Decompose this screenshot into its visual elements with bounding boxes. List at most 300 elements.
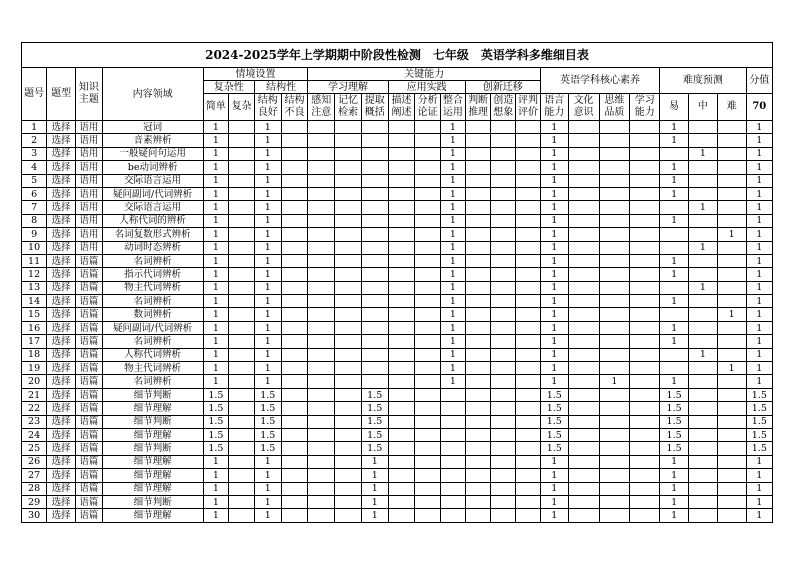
learning-ability-cell <box>630 134 660 147</box>
describe-explain-cell <box>388 455 415 468</box>
create-imagine-cell <box>491 348 516 361</box>
hard-cell <box>717 295 746 308</box>
cultural-awareness-cell <box>568 402 599 415</box>
learning-ability-cell <box>630 308 660 321</box>
memory-retrieval-cell <box>335 214 362 227</box>
header-knowledge-topic: 知识主题 <box>75 68 102 121</box>
simple-cell: 1.5 <box>203 402 229 415</box>
language-ability-cell: 1.5 <box>540 428 568 441</box>
learning-ability-cell <box>630 187 660 200</box>
well-structured-cell: 1.5 <box>254 415 281 428</box>
simple-cell: 1.5 <box>203 442 229 455</box>
cultural-awareness-cell <box>568 308 599 321</box>
table-row <box>22 187 772 200</box>
language-ability-cell: 1 <box>540 375 568 388</box>
well-structured-cell: 1 <box>254 455 281 468</box>
create-imagine-cell <box>491 308 516 321</box>
table-row <box>22 428 772 441</box>
question-number-cell: 4 <box>22 161 47 174</box>
medium-cell <box>688 415 717 428</box>
knowledge-topic-cell: 语用 <box>75 201 102 214</box>
easy-cell <box>660 281 689 294</box>
hard-cell <box>717 388 746 401</box>
content-domain-cell: 音素辨析 <box>102 134 203 147</box>
medium-cell <box>688 174 717 187</box>
simple-cell: 1 <box>203 469 229 482</box>
simple-cell: 1 <box>203 375 229 388</box>
create-imagine-cell <box>491 509 516 522</box>
medium-cell <box>688 295 717 308</box>
well-structured-cell: 1 <box>254 121 281 134</box>
describe-explain-cell <box>388 469 415 482</box>
medium-cell <box>688 335 717 348</box>
learning-ability-cell <box>630 228 660 241</box>
language-ability-cell: 1 <box>540 201 568 214</box>
language-ability-cell: 1 <box>540 174 568 187</box>
content-domain-cell: 名词辨析 <box>102 335 203 348</box>
knowledge-topic-cell: 语用 <box>75 134 102 147</box>
simple-cell: 1 <box>203 482 229 495</box>
judge-reason-cell <box>465 308 491 321</box>
analyze-argue-cell <box>415 214 441 227</box>
judge-reason-cell <box>465 428 491 441</box>
cultural-awareness-cell <box>568 442 599 455</box>
extract-summarize-cell <box>361 228 388 241</box>
thinking-quality-cell <box>599 495 630 508</box>
learning-ability-cell <box>630 147 660 160</box>
create-imagine-cell <box>491 241 516 254</box>
memory-retrieval-cell <box>335 254 362 267</box>
analyze-argue-cell <box>415 469 441 482</box>
cultural-awareness-cell <box>568 335 599 348</box>
question-type-cell: 选择 <box>47 161 76 174</box>
medium-cell <box>688 161 717 174</box>
cultural-awareness-cell <box>568 214 599 227</box>
complex-cell <box>229 455 255 468</box>
well-structured-cell: 1 <box>254 375 281 388</box>
judge-reason-cell <box>465 442 491 455</box>
learning-ability-cell <box>630 402 660 415</box>
perceive-attention-cell <box>308 308 335 321</box>
memory-retrieval-cell <box>335 442 362 455</box>
perceive-attention-cell <box>308 147 335 160</box>
header-learning-understanding: 学习理解 <box>308 81 388 94</box>
knowledge-topic-cell: 语用 <box>75 174 102 187</box>
question-number-cell: 19 <box>22 362 47 375</box>
ill-structured-cell <box>281 428 308 441</box>
easy-cell: 1 <box>660 214 689 227</box>
question-type-cell: 选择 <box>47 121 76 134</box>
extract-summarize-cell <box>361 348 388 361</box>
question-number-cell: 8 <box>22 214 47 227</box>
integrate-apply-cell: 1 <box>441 121 466 134</box>
ill-structured-cell <box>281 308 308 321</box>
easy-cell: 1 <box>660 134 689 147</box>
critique-evaluate-cell <box>516 147 541 160</box>
thinking-quality-cell <box>599 201 630 214</box>
medium-cell: 1 <box>688 147 717 160</box>
learning-ability-cell <box>630 268 660 281</box>
perceive-attention-cell <box>308 268 335 281</box>
simple-cell: 1 <box>203 214 229 227</box>
knowledge-topic-cell: 语用 <box>75 187 102 200</box>
integrate-apply-cell: 1 <box>441 174 466 187</box>
perceive-attention-cell <box>308 495 335 508</box>
ill-structured-cell <box>281 161 308 174</box>
judge-reason-cell <box>465 134 491 147</box>
table-row <box>22 214 772 227</box>
complex-cell <box>229 174 255 187</box>
well-structured-cell: 1 <box>254 335 281 348</box>
describe-explain-cell <box>388 375 415 388</box>
integrate-apply-cell: 1 <box>441 228 466 241</box>
memory-retrieval-cell <box>335 335 362 348</box>
thinking-quality-cell <box>599 348 630 361</box>
knowledge-topic-cell: 语用 <box>75 147 102 160</box>
memory-retrieval-cell <box>335 228 362 241</box>
medium-cell <box>688 428 717 441</box>
well-structured-cell: 1 <box>254 295 281 308</box>
header-hard: 难 <box>717 94 746 121</box>
integrate-apply-cell <box>441 442 466 455</box>
content-domain-cell: 细节判断 <box>102 415 203 428</box>
ill-structured-cell <box>281 214 308 227</box>
create-imagine-cell <box>491 295 516 308</box>
extract-summarize-cell <box>361 281 388 294</box>
simple-cell: 1 <box>203 187 229 200</box>
learning-ability-cell <box>630 375 660 388</box>
critique-evaluate-cell <box>516 415 541 428</box>
complex-cell <box>229 187 255 200</box>
content-domain-cell: 细节理解 <box>102 428 203 441</box>
describe-explain-cell <box>388 214 415 227</box>
perceive-attention-cell <box>308 295 335 308</box>
question-type-cell: 选择 <box>47 415 76 428</box>
language-ability-cell: 1 <box>540 362 568 375</box>
extract-summarize-cell <box>361 161 388 174</box>
learning-ability-cell <box>630 335 660 348</box>
ill-structured-cell <box>281 134 308 147</box>
content-domain-cell: 细节理解 <box>102 402 203 415</box>
medium-cell <box>688 228 717 241</box>
score-cell: 1 <box>746 134 772 147</box>
describe-explain-cell <box>388 121 415 134</box>
describe-explain-cell <box>388 174 415 187</box>
thinking-quality-cell <box>599 121 630 134</box>
table-row <box>22 147 772 160</box>
memory-retrieval-cell <box>335 495 362 508</box>
critique-evaluate-cell <box>516 295 541 308</box>
question-number-cell: 14 <box>22 295 47 308</box>
critique-evaluate-cell <box>516 321 541 334</box>
judge-reason-cell <box>465 174 491 187</box>
perceive-attention-cell <box>308 187 335 200</box>
easy-cell: 1 <box>660 375 689 388</box>
judge-reason-cell <box>465 388 491 401</box>
complex-cell <box>229 254 255 267</box>
complex-cell <box>229 442 255 455</box>
medium-cell: 1 <box>688 348 717 361</box>
learning-ability-cell <box>630 388 660 401</box>
language-ability-cell: 1 <box>540 482 568 495</box>
describe-explain-cell <box>388 241 415 254</box>
create-imagine-cell <box>491 214 516 227</box>
critique-evaluate-cell <box>516 214 541 227</box>
simple-cell: 1 <box>203 308 229 321</box>
question-type-cell: 选择 <box>47 509 76 522</box>
perceive-attention-cell <box>308 482 335 495</box>
thinking-quality-cell <box>599 161 630 174</box>
hard-cell <box>717 455 746 468</box>
table-row <box>22 455 772 468</box>
analyze-argue-cell <box>415 161 441 174</box>
judge-reason-cell <box>465 187 491 200</box>
perceive-attention-cell <box>308 121 335 134</box>
knowledge-topic-cell: 语篇 <box>75 254 102 267</box>
header-learning-ability: 学习能力 <box>630 94 660 121</box>
medium-cell <box>688 187 717 200</box>
easy-cell: 1.5 <box>660 415 689 428</box>
extract-summarize-cell <box>361 174 388 187</box>
integrate-apply-cell: 1 <box>441 268 466 281</box>
question-type-cell: 选择 <box>47 321 76 334</box>
header-complexity: 复杂性 <box>203 81 254 94</box>
content-domain-cell: 物主代词辨析 <box>102 281 203 294</box>
question-number-cell: 29 <box>22 495 47 508</box>
analyze-argue-cell <box>415 121 441 134</box>
header-language-ability: 语言能力 <box>540 94 568 121</box>
analyze-argue-cell <box>415 348 441 361</box>
question-type-cell: 选择 <box>47 214 76 227</box>
medium-cell <box>688 495 717 508</box>
score-cell: 1 <box>746 241 772 254</box>
memory-retrieval-cell <box>335 134 362 147</box>
question-number-cell: 9 <box>22 228 47 241</box>
describe-explain-cell <box>388 428 415 441</box>
complex-cell <box>229 147 255 160</box>
memory-retrieval-cell <box>335 268 362 281</box>
thinking-quality-cell <box>599 254 630 267</box>
medium-cell <box>688 134 717 147</box>
knowledge-topic-cell: 语篇 <box>75 428 102 441</box>
header-thinking-quality: 思维品质 <box>599 94 630 121</box>
analyze-argue-cell <box>415 482 441 495</box>
judge-reason-cell <box>465 335 491 348</box>
knowledge-topic-cell: 语篇 <box>75 402 102 415</box>
ill-structured-cell <box>281 455 308 468</box>
content-domain-cell: 名词辨析 <box>102 295 203 308</box>
knowledge-topic-cell: 语篇 <box>75 482 102 495</box>
knowledge-topic-cell: 语篇 <box>75 348 102 361</box>
judge-reason-cell <box>465 348 491 361</box>
analyze-argue-cell <box>415 174 441 187</box>
cultural-awareness-cell <box>568 495 599 508</box>
learning-ability-cell <box>630 495 660 508</box>
create-imagine-cell <box>491 455 516 468</box>
score-cell: 1 <box>746 161 772 174</box>
easy-cell: 1 <box>660 495 689 508</box>
integrate-apply-cell: 1 <box>441 295 466 308</box>
extract-summarize-cell <box>361 241 388 254</box>
question-type-cell: 选择 <box>47 348 76 361</box>
well-structured-cell: 1 <box>254 281 281 294</box>
question-type-cell: 选择 <box>47 281 76 294</box>
analyze-argue-cell <box>415 321 441 334</box>
simple-cell: 1.5 <box>203 428 229 441</box>
header-medium: 中 <box>688 94 717 121</box>
critique-evaluate-cell <box>516 428 541 441</box>
score-cell: 1 <box>746 509 772 522</box>
create-imagine-cell <box>491 228 516 241</box>
medium-cell <box>688 308 717 321</box>
hard-cell: 1 <box>717 308 746 321</box>
content-domain-cell: 细节理解 <box>102 509 203 522</box>
thinking-quality-cell <box>599 415 630 428</box>
ill-structured-cell <box>281 482 308 495</box>
easy-cell <box>660 201 689 214</box>
memory-retrieval-cell <box>335 415 362 428</box>
critique-evaluate-cell <box>516 241 541 254</box>
thinking-quality-cell <box>599 402 630 415</box>
integrate-apply-cell: 1 <box>441 281 466 294</box>
critique-evaluate-cell <box>516 187 541 200</box>
integrate-apply-cell: 1 <box>441 308 466 321</box>
easy-cell: 1 <box>660 121 689 134</box>
create-imagine-cell <box>491 201 516 214</box>
integrate-apply-cell: 1 <box>441 348 466 361</box>
analyze-argue-cell <box>415 415 441 428</box>
ill-structured-cell <box>281 295 308 308</box>
ill-structured-cell <box>281 187 308 200</box>
header-perceive-attention: 感知注意 <box>308 94 335 121</box>
content-domain-cell: 名词辨析 <box>102 254 203 267</box>
cultural-awareness-cell <box>568 161 599 174</box>
specification-table-sheet <box>21 42 773 523</box>
hard-cell: 1 <box>717 362 746 375</box>
integrate-apply-cell: 1 <box>441 362 466 375</box>
simple-cell: 1 <box>203 134 229 147</box>
perceive-attention-cell <box>308 161 335 174</box>
hard-cell <box>717 495 746 508</box>
well-structured-cell: 1.5 <box>254 442 281 455</box>
memory-retrieval-cell <box>335 375 362 388</box>
knowledge-topic-cell: 语用 <box>75 214 102 227</box>
ill-structured-cell <box>281 201 308 214</box>
easy-cell: 1 <box>660 295 689 308</box>
table-row <box>22 388 772 401</box>
easy-cell: 1 <box>660 161 689 174</box>
integrate-apply-cell: 1 <box>441 187 466 200</box>
simple-cell: 1 <box>203 295 229 308</box>
question-type-cell: 选择 <box>47 147 76 160</box>
thinking-quality-cell <box>599 455 630 468</box>
memory-retrieval-cell <box>335 121 362 134</box>
table-row <box>22 348 772 361</box>
complex-cell <box>229 268 255 281</box>
header-structure: 结构性 <box>254 81 307 94</box>
content-domain-cell: 动词时态辨析 <box>102 241 203 254</box>
integrate-apply-cell <box>441 388 466 401</box>
content-domain-cell: 细节判断 <box>102 388 203 401</box>
header-difficulty-prediction: 难度预测 <box>660 68 746 94</box>
table-row <box>22 254 772 267</box>
complex-cell <box>229 362 255 375</box>
well-structured-cell: 1.5 <box>254 428 281 441</box>
describe-explain-cell <box>388 495 415 508</box>
well-structured-cell: 1 <box>254 201 281 214</box>
score-cell: 1 <box>746 455 772 468</box>
question-type-cell: 选择 <box>47 134 76 147</box>
score-cell: 1 <box>746 121 772 134</box>
perceive-attention-cell <box>308 388 335 401</box>
content-domain-cell: be动词辨析 <box>102 161 203 174</box>
critique-evaluate-cell <box>516 375 541 388</box>
thinking-quality-cell <box>599 241 630 254</box>
perceive-attention-cell <box>308 348 335 361</box>
complex-cell <box>229 134 255 147</box>
hard-cell <box>717 187 746 200</box>
knowledge-topic-cell: 语篇 <box>75 308 102 321</box>
perceive-attention-cell <box>308 174 335 187</box>
question-number-cell: 17 <box>22 335 47 348</box>
extract-summarize-cell: 1.5 <box>361 428 388 441</box>
table-row <box>22 509 772 522</box>
simple-cell: 1 <box>203 241 229 254</box>
critique-evaluate-cell <box>516 254 541 267</box>
judge-reason-cell <box>465 214 491 227</box>
cultural-awareness-cell <box>568 268 599 281</box>
critique-evaluate-cell <box>516 455 541 468</box>
question-number-cell: 13 <box>22 281 47 294</box>
hard-cell <box>717 335 746 348</box>
describe-explain-cell <box>388 295 415 308</box>
analyze-argue-cell <box>415 308 441 321</box>
table-row <box>22 375 772 388</box>
complex-cell <box>229 161 255 174</box>
easy-cell <box>660 147 689 160</box>
well-structured-cell: 1 <box>254 187 281 200</box>
table-row <box>22 495 772 508</box>
simple-cell: 1 <box>203 174 229 187</box>
thinking-quality-cell <box>599 482 630 495</box>
medium-cell <box>688 321 717 334</box>
describe-explain-cell <box>388 268 415 281</box>
ill-structured-cell <box>281 388 308 401</box>
score-cell: 1 <box>746 214 772 227</box>
create-imagine-cell <box>491 388 516 401</box>
cultural-awareness-cell <box>568 147 599 160</box>
content-domain-cell: 名词辨析 <box>102 375 203 388</box>
question-number-cell: 10 <box>22 241 47 254</box>
judge-reason-cell <box>465 295 491 308</box>
ill-structured-cell <box>281 469 308 482</box>
learning-ability-cell <box>630 362 660 375</box>
easy-cell: 1 <box>660 321 689 334</box>
describe-explain-cell <box>388 254 415 267</box>
analyze-argue-cell <box>415 147 441 160</box>
easy-cell: 1 <box>660 335 689 348</box>
well-structured-cell: 1 <box>254 268 281 281</box>
header-cultural-awareness: 文化意识 <box>568 94 599 121</box>
simple-cell: 1 <box>203 228 229 241</box>
extract-summarize-cell <box>361 308 388 321</box>
language-ability-cell: 1 <box>540 295 568 308</box>
well-structured-cell: 1 <box>254 509 281 522</box>
question-type-cell: 选择 <box>47 469 76 482</box>
judge-reason-cell <box>465 495 491 508</box>
well-structured-cell: 1 <box>254 308 281 321</box>
easy-cell <box>660 241 689 254</box>
